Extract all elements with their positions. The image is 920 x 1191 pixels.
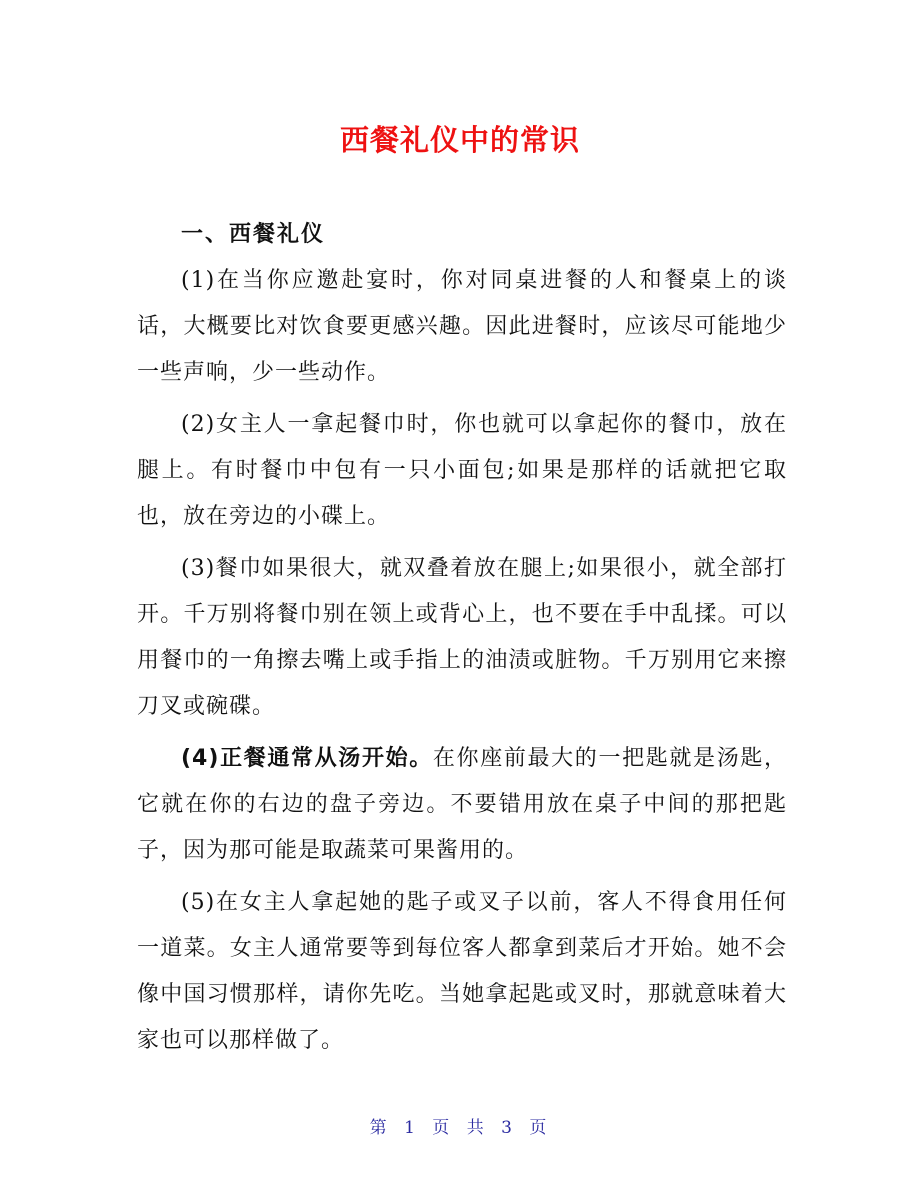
paragraph-1: (1)在当你应邀赴宴时，你对同桌进餐的人和餐桌上的谈话，大概要比对饮食要更感兴趣。因此进餐时，应该尽可能地少一些声响，少一些动作。 xyxy=(137,268,787,385)
document-title: 西餐礼仪中的常识 xyxy=(339,123,580,157)
paragraph-5: (5)在女主人拿起她的匙子或叉子以前，客人不得食用任何一道菜。女主人通常要等到每位客人都拿到菜后才开始。她不会像中国习惯那样，请你先吃。当她拿起匙或叉时，那就意味着大家也可以那样做了。 xyxy=(137,890,787,1053)
section-heading: 一、西餐礼仪 xyxy=(181,222,326,247)
paragraph-4-lead: (4)正餐通常从汤开始。 xyxy=(181,746,433,771)
paragraph-4-text: 在你座前最大的一把匙就是汤匙，它就在你的右边的盘子旁边。不要错用放在桌子中间的那把匙子，因为那可能是取蔬菜可果酱用的。 xyxy=(137,746,787,863)
paragraph-4 xyxy=(137,736,787,874)
document-body xyxy=(137,212,787,1070)
paragraph-2: (2)女主人一拿起餐巾时，你也就可以拿起你的餐巾，放在腿上。有时餐巾中包有一只小面包;如果是那样的话就把它取也，放在旁边的小碟上。 xyxy=(137,412,787,529)
paragraph-3: (3)餐巾如果很大，就双叠着放在腿上;如果很小，就全部打开。千万别将餐巾别在领上或背心上，也不要在手中乱揉。可以用餐巾的一角擦去嘴上或手指上的油渍或脏物。千万别用它来擦刀叉或碗碟。 xyxy=(137,556,787,719)
page-footer: 第 1 页 共 3 页 xyxy=(369,1118,551,1138)
